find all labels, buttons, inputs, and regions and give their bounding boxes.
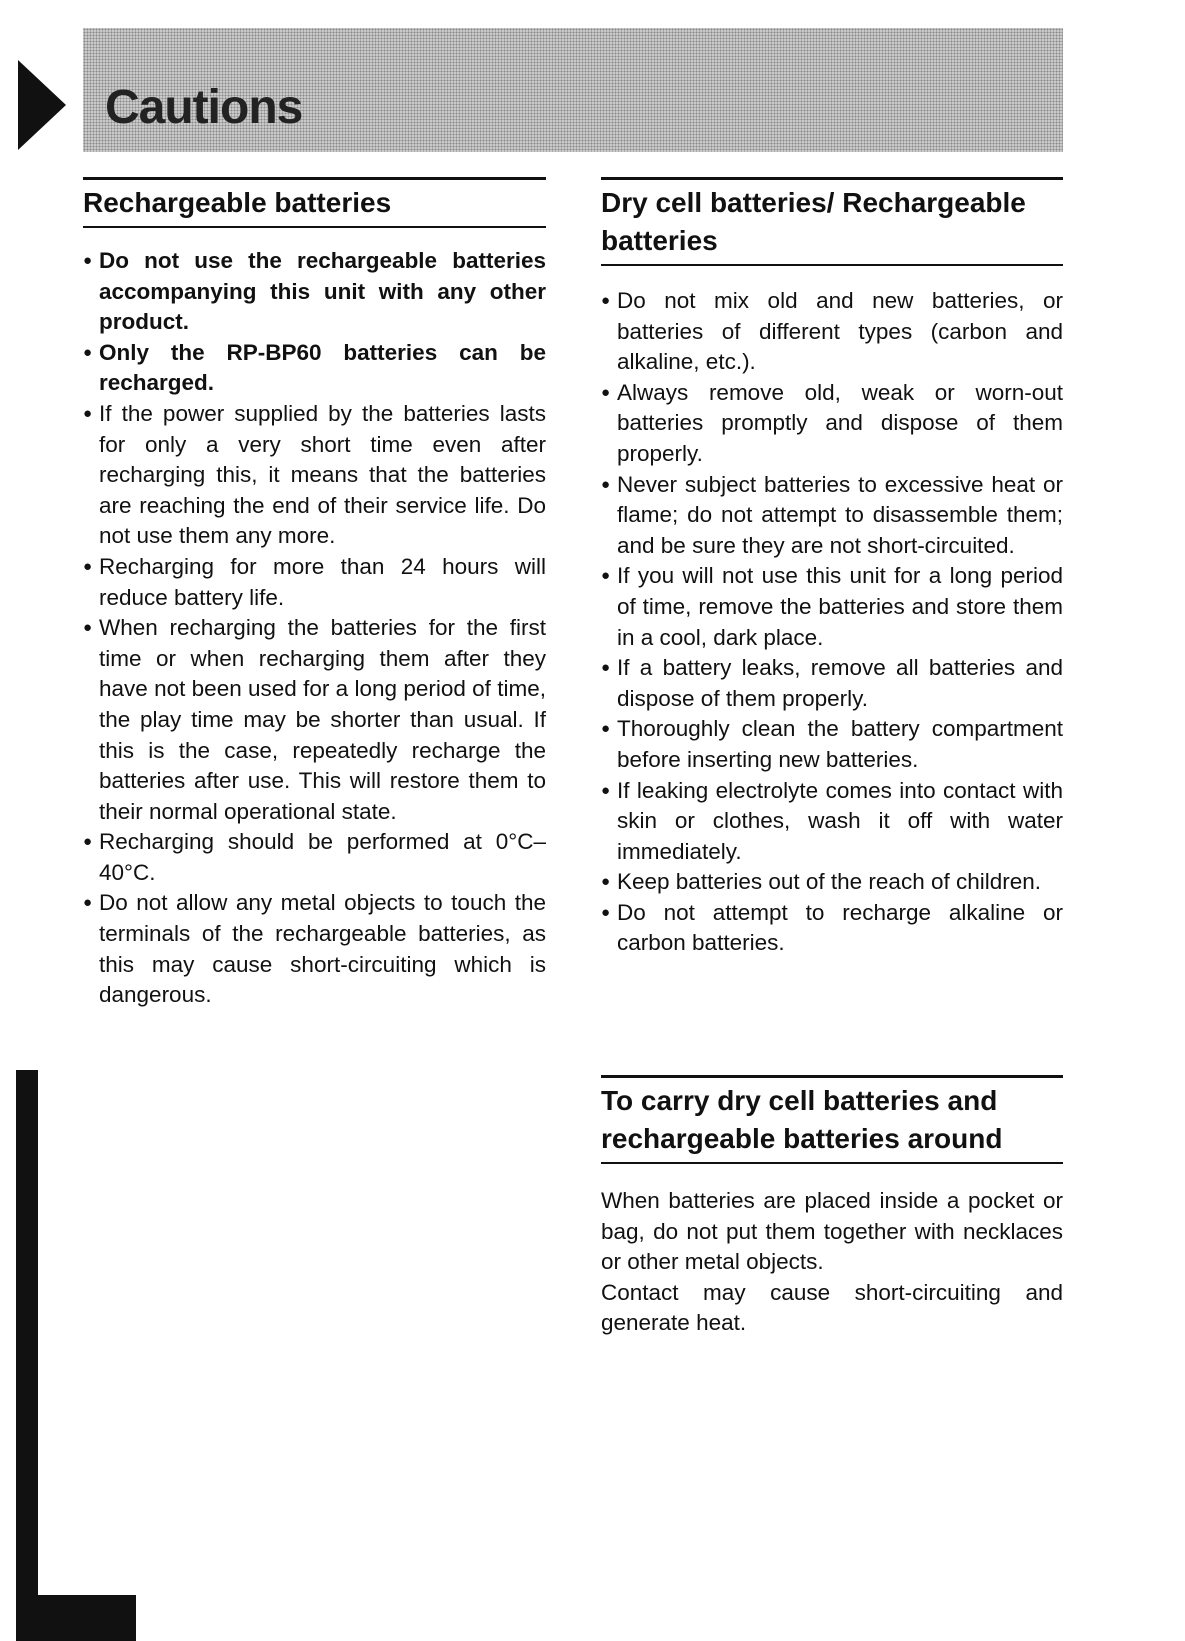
dry-cell-caution-list <box>601 286 1063 959</box>
caution-item: ● Never subject batteries to excessive heat or flame; do not attempt to disassemble them; and be sure they are not short-circuited. <box>601 470 1063 562</box>
caution-item: ● Do not mix old and new batteries, or batteries of different types (carbon and alkaline, etc.). <box>601 286 1063 378</box>
section-tab-marker <box>18 60 66 150</box>
caution-item: ● If a battery leaks, remove all batteries and dispose of them properly. <box>601 653 1063 714</box>
caution-item: ● Do not allow any metal objects to touch the terminals of the rechargeable batteries, as this may cause short-circuiting which is dangerous. <box>83 888 546 1010</box>
caution-item: ● Keep batteries out of the reach of children. <box>601 867 1063 898</box>
section-heading-rechargeable: Rechargeable batteries <box>83 177 546 228</box>
section-heading-carry: To carry dry cell batteries and rechargeable batteries around <box>601 1075 1063 1164</box>
caution-item: ● Only the RP-BP60 batteries can be recharged. <box>83 338 546 399</box>
caution-item: ● Recharging for more than 24 hours will reduce battery life. <box>83 552 546 613</box>
caution-item: ● If the power supplied by the batteries lasts for only a very short time even after recharging this, it means that the batteries are reaching the end of their service life. Do not use them any more. <box>83 399 546 552</box>
scan-edge-shadow <box>16 1070 38 1641</box>
page-title: Cautions <box>105 81 303 134</box>
section-heading-dry-cell: Dry cell batteries/ Rechargeable batteries <box>601 177 1063 266</box>
caution-item: ● Recharging should be performed at 0°C–40°C. <box>83 827 546 888</box>
title-banner <box>83 28 1063 152</box>
caution-item: ● Always remove old, weak or worn-out batteries promptly and dispose of them properly. <box>601 378 1063 470</box>
right-column <box>601 177 1063 959</box>
carry-paragraph: Contact may cause short-circuiting and generate heat. <box>601 1279 1063 1336</box>
caution-item: ● If you will not use this unit for a long period of time, remove the batteries and store them in a cool, dark place. <box>601 561 1063 653</box>
scan-corner-shadow <box>16 1595 136 1641</box>
caution-item: ● If leaking electrolyte comes into contact with skin or clothes, wash it off with water immediately. <box>601 776 1063 868</box>
caution-item: ● Do not use the rechargeable batteries accompanying this unit with any other product. <box>83 246 546 338</box>
carry-paragraph: When batteries are placed inside a pocket or bag, do not put them together with necklaces or other metal objects. <box>601 1188 1063 1275</box>
caution-item: ● When recharging the batteries for the first time or when recharging them after they have not been used for a long period of time, the play time may be shorter than usual. If this is the case, repeatedly recharge the batteries after use. This will restore them to their normal operational state. <box>83 613 546 827</box>
caution-item: ● Thoroughly clean the battery compartment before inserting new batteries. <box>601 714 1063 775</box>
rechargeable-caution-list <box>83 246 546 1011</box>
carry-section <box>601 1075 1063 1339</box>
caution-item: ● Do not attempt to recharge alkaline or carbon batteries. <box>601 898 1063 959</box>
left-column <box>83 177 546 1011</box>
